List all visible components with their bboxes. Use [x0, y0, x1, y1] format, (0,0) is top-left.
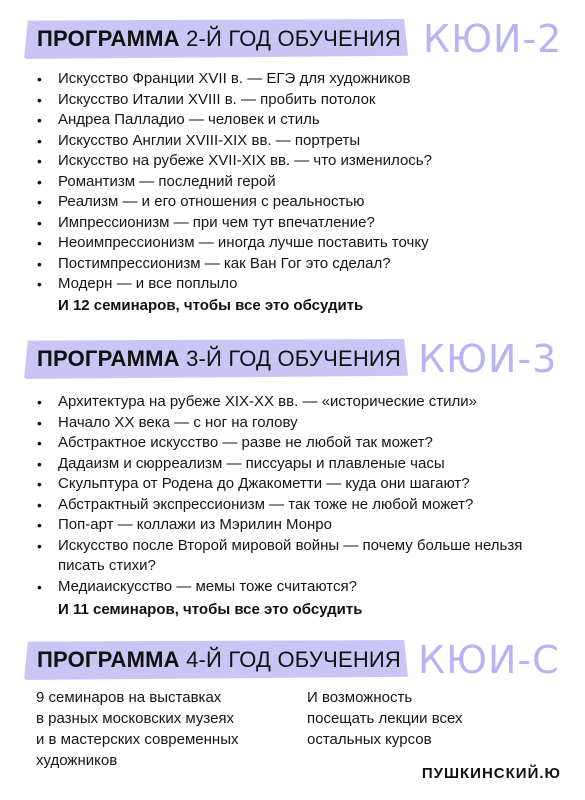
lectures-description: И возможность посещать лекции всех остальных курсов — [307, 689, 463, 748]
seminars-description: 9 семинаров на выставках в разных московских музеях и в мастерских современных художников — [36, 689, 239, 769]
topic-item: • Искусство Англии XVIII-XIX вв. — портреты — [34, 131, 554, 152]
title-program: ПРОГРАММА — [37, 647, 180, 672]
title-year: 2-Й ГОД ОБУЧЕНИЯ — [186, 26, 402, 51]
section-title — [37, 19, 401, 59]
title-program: ПРОГРАММА — [37, 26, 180, 51]
course-badge: КЮИ-3 — [418, 337, 558, 381]
topic-item: • Скульптура от Родена до Джакометти — куда они шагают? — [34, 474, 539, 495]
section-2-year-header — [0, 19, 585, 59]
title-year: 3-Й ГОД ОБУЧЕНИЯ — [186, 346, 402, 371]
topic-item: • Искусство после Второй мировой войны — почему больше нельзя писать стихи? — [34, 536, 539, 577]
section-title — [37, 339, 401, 379]
title-program: ПРОГРАММА — [37, 346, 180, 371]
topic-item: • Абстрактное искусство — разве не любой так может? — [34, 433, 539, 454]
topic-item: • Абстрактный экспрессионизм — так тоже не любой может? — [34, 495, 539, 516]
topic-item: • Модерн — и все поплыло — [34, 274, 554, 295]
topic-item: • Импрессионизм — при чем тут впечатление? — [34, 213, 554, 234]
seminars-note: И 12 семинаров, чтобы все это обсудить — [58, 297, 364, 314]
topic-item: • Искусство на рубеже XVII-XIX вв. — что изменилось? — [34, 151, 554, 172]
topic-item: • Поп-арт — коллажи из Мэрилин Монро — [34, 515, 539, 536]
topic-item: • Реализм — и его отношения с реальностью — [34, 192, 554, 213]
title-year: 4-Й ГОД ОБУЧЕНИЯ — [186, 647, 402, 672]
topic-item: • Неоимпрессионизм — иногда лучше поставить точку — [34, 233, 554, 254]
section-3-year-header — [0, 339, 585, 379]
section-4-year-header — [0, 640, 585, 680]
topic-item: • Архитектура на рубеже XIX-XX вв. — «исторические стили» — [34, 392, 539, 413]
topic-item: • Постимпрессионизм — как Ван Гог это сделал? — [34, 254, 554, 275]
section-title — [37, 640, 401, 680]
brand-logo-text: ПУШКИНСКИЙ.Ю — [421, 765, 561, 782]
topic-item: • Дадаизм и сюрреализм — писсуары и плавленые часы — [34, 454, 539, 475]
topic-item: • Андреа Палладио — человек и стиль — [34, 110, 554, 131]
course-badge: КЮИ-С — [418, 638, 560, 682]
seminars-note: И 11 семинаров, чтобы все это обсудить — [58, 601, 363, 618]
topic-item: • Начало XX века — с ног на голову — [34, 413, 539, 434]
topic-item: • Медиаискусство — мемы тоже считаются? — [34, 577, 539, 598]
topic-item: • Искусство Италии XVIII в. — пробить потолок — [34, 90, 554, 111]
course-topic-list — [34, 392, 539, 597]
topic-item: • Романтизм — последний герой — [34, 172, 554, 193]
topic-item: • Искусство Франции XVII в. — ЕГЭ для художников — [34, 69, 554, 90]
course-topic-list — [34, 69, 554, 295]
course-badge: КЮИ-2 — [423, 17, 563, 61]
